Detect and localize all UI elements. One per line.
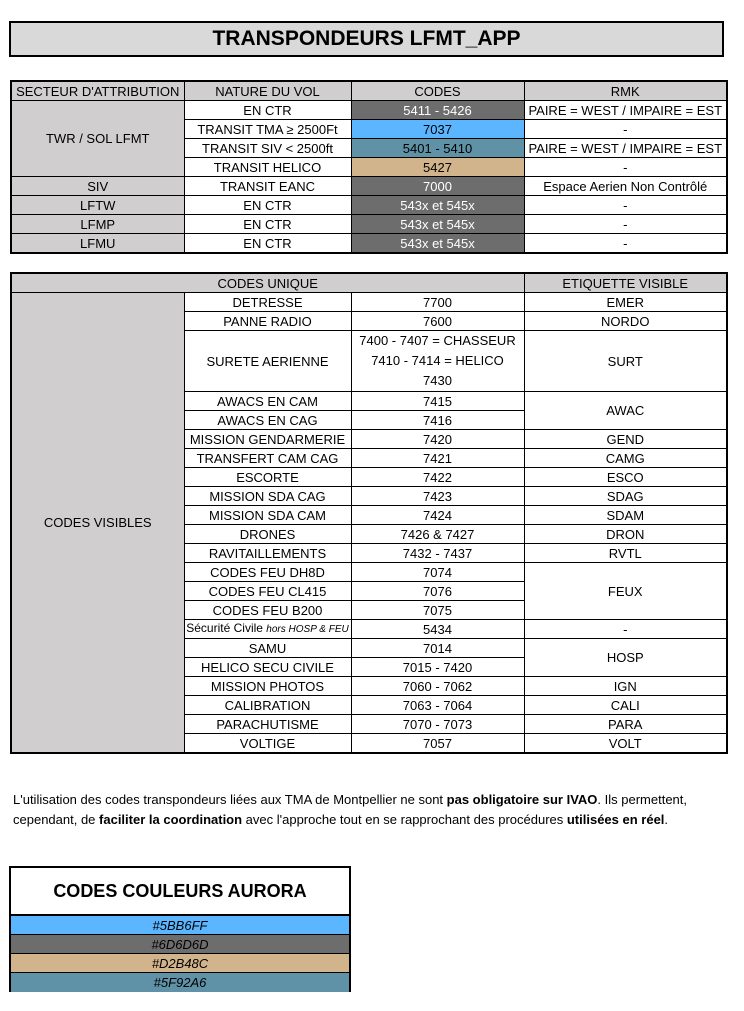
name-cell: CODES FEU DH8D [184, 563, 351, 582]
unique-codes-table [10, 272, 728, 754]
sector-cell: LFTW [11, 196, 184, 215]
header-nature: NATURE DU VOL [184, 81, 351, 101]
code-cell: 7076 [351, 582, 524, 601]
name-cell: AWACS EN CAG [184, 411, 351, 430]
label-cell: EMER [524, 293, 727, 312]
code-cell: 7432 - 7437 [351, 544, 524, 563]
label-cell: RVTL [524, 544, 727, 563]
name-cell: MISSION PHOTOS [184, 677, 351, 696]
sector-cell: LFMP [11, 215, 184, 234]
para-bold: pas obligatoire sur IVAO [446, 792, 598, 807]
label-cell: NORDO [524, 312, 727, 331]
label-cell: VOLT [524, 734, 727, 754]
code-cell: 7700 [351, 293, 524, 312]
code-line: 7410 - 7414 = HELICO [371, 353, 504, 368]
label-cell: FEUX [524, 563, 727, 620]
code-cell: 7057 [351, 734, 524, 754]
code-cell: 7070 - 7073 [351, 715, 524, 734]
code-cell: 7000 [351, 177, 524, 196]
code-cell: 7074 [351, 563, 524, 582]
page-title: TRANSPONDEURS LFMT_APP [9, 21, 724, 57]
label-cell: CALI [524, 696, 727, 715]
name-cell: TRANSFERT CAM CAG [184, 449, 351, 468]
label-cell: SDAM [524, 506, 727, 525]
code-cell: 543x et 545x [351, 196, 524, 215]
rmk-cell: - [524, 215, 727, 234]
sector-cell: TWR / SOL LFMT [11, 101, 184, 177]
label-cell: AWAC [524, 392, 727, 430]
label-cell: CAMG [524, 449, 727, 468]
label-cell: ESCO [524, 468, 727, 487]
rmk-cell: - [524, 196, 727, 215]
para-text: avec l'approche tout en se rapprochant des procédures [242, 812, 567, 827]
code-cell: 7423 [351, 487, 524, 506]
table-row [11, 177, 727, 196]
name-cell [184, 620, 351, 639]
label-cell: PARA [524, 715, 727, 734]
code-cell: 7014 [351, 639, 524, 658]
table-row [11, 215, 727, 234]
nature-cell: EN CTR [184, 101, 351, 120]
legend-swatch-blue: #5BB6FF [11, 916, 349, 935]
code-cell: 7600 [351, 312, 524, 331]
legend-swatch-teal: #5F92A6 [11, 973, 349, 992]
name-cell: DRONES [184, 525, 351, 544]
code-cell: 7015 - 7420 [351, 658, 524, 677]
code-cell: 543x et 545x [351, 234, 524, 254]
code-cell: 5427 [351, 158, 524, 177]
code-cell: 5401 - 5410 [351, 139, 524, 158]
table-header-row [11, 81, 727, 101]
name-cell: VOLTIGE [184, 734, 351, 754]
table-header-row [11, 273, 727, 293]
name-cell: CALIBRATION [184, 696, 351, 715]
header-rmk: RMK [524, 81, 727, 101]
nature-cell: EN CTR [184, 196, 351, 215]
rmk-cell: - [524, 158, 727, 177]
header-secteur: SECTEUR D'ATTRIBUTION [11, 81, 184, 101]
label-cell: SURT [524, 331, 727, 392]
name-cell: MISSION SDA CAG [184, 487, 351, 506]
nature-cell: TRANSIT TMA ≥ 2500Ft [184, 120, 351, 139]
code-cell: 7415 [351, 392, 524, 411]
para-bold: faciliter la coordination [99, 812, 243, 827]
code-cell: 7420 [351, 430, 524, 449]
code-cell: 543x et 545x [351, 215, 524, 234]
info-paragraph [13, 790, 713, 830]
name-cell: HELICO SECU CIVILE [184, 658, 351, 677]
legend-swatch-tan: #D2B48C [11, 954, 349, 973]
header-codes: CODES [351, 81, 524, 101]
code-cell [351, 331, 524, 392]
rmk-cell: PAIRE = WEST / IMPAIRE = EST [524, 101, 727, 120]
header-etiquette: ETIQUETTE VISIBLE [524, 273, 727, 293]
group-cell: CODES VISIBLES [11, 293, 184, 754]
table-row [11, 196, 727, 215]
nature-cell: TRANSIT SIV < 2500ft [184, 139, 351, 158]
name-cell: RAVITAILLEMENTS [184, 544, 351, 563]
para-text: L'utilisation des codes transpondeurs liées aux TMA de Montpellier ne sont [13, 792, 447, 807]
rmk-cell: Espace Aerien Non Contrôlé [524, 177, 727, 196]
table-row [11, 101, 727, 120]
name-cell: ESCORTE [184, 468, 351, 487]
name-cell: PARACHUTISME [184, 715, 351, 734]
name-cell: PANNE RADIO [184, 312, 351, 331]
sector-cell: LFMU [11, 234, 184, 254]
code-cell: 5434 [351, 620, 524, 639]
code-cell: 5411 - 5426 [351, 101, 524, 120]
nature-cell: TRANSIT EANC [184, 177, 351, 196]
code-cell: 7416 [351, 411, 524, 430]
label-cell: GEND [524, 430, 727, 449]
name-cell: CODES FEU B200 [184, 601, 351, 620]
rmk-cell: - [524, 234, 727, 254]
name-cell: SAMU [184, 639, 351, 658]
rmk-cell: - [524, 120, 727, 139]
name-cell: CODES FEU CL415 [184, 582, 351, 601]
para-text: . Ils permettent, cependant, de [13, 792, 687, 827]
label-cell: HOSP [524, 639, 727, 677]
legend-swatch-grey: #6D6D6D [11, 935, 349, 954]
name-cell: MISSION GENDARMERIE [184, 430, 351, 449]
nature-cell: EN CTR [184, 215, 351, 234]
sector-cell: SIV [11, 177, 184, 196]
code-cell: 7424 [351, 506, 524, 525]
para-text: . [664, 812, 669, 827]
color-legend [9, 866, 351, 992]
name-cell: SURETE AERIENNE [184, 331, 351, 392]
code-cell: 7422 [351, 468, 524, 487]
code-line: 7400 - 7407 = CHASSEUR [359, 333, 516, 348]
label-cell: DRON [524, 525, 727, 544]
transponder-assignment-table [10, 80, 728, 254]
table-row [11, 234, 727, 254]
header-codes-unique: CODES UNIQUE [11, 273, 524, 293]
code-cell: 7426 & 7427 [351, 525, 524, 544]
table-row [11, 293, 727, 312]
code-cell: 7060 - 7062 [351, 677, 524, 696]
code-cell: 7063 - 7064 [351, 696, 524, 715]
rmk-cell: PAIRE = WEST / IMPAIRE = EST [524, 139, 727, 158]
name-text: Sécurité Civile [186, 621, 263, 635]
label-cell: - [524, 620, 727, 639]
code-cell: 7037 [351, 120, 524, 139]
name-cell: MISSION SDA CAM [184, 506, 351, 525]
para-bold: utilisées en réel [566, 812, 665, 827]
code-cell: 7421 [351, 449, 524, 468]
name-cell: AWACS EN CAM [184, 392, 351, 411]
label-cell: SDAG [524, 487, 727, 506]
name-suffix: hors HOSP & FEU [266, 624, 349, 635]
name-cell: DETRESSE [184, 293, 351, 312]
label-cell: IGN [524, 677, 727, 696]
code-line: 7430 [423, 373, 452, 388]
legend-title: CODES COULEURS AURORA [11, 868, 349, 916]
nature-cell: TRANSIT HELICO [184, 158, 351, 177]
nature-cell: EN CTR [184, 234, 351, 254]
code-cell: 7075 [351, 601, 524, 620]
